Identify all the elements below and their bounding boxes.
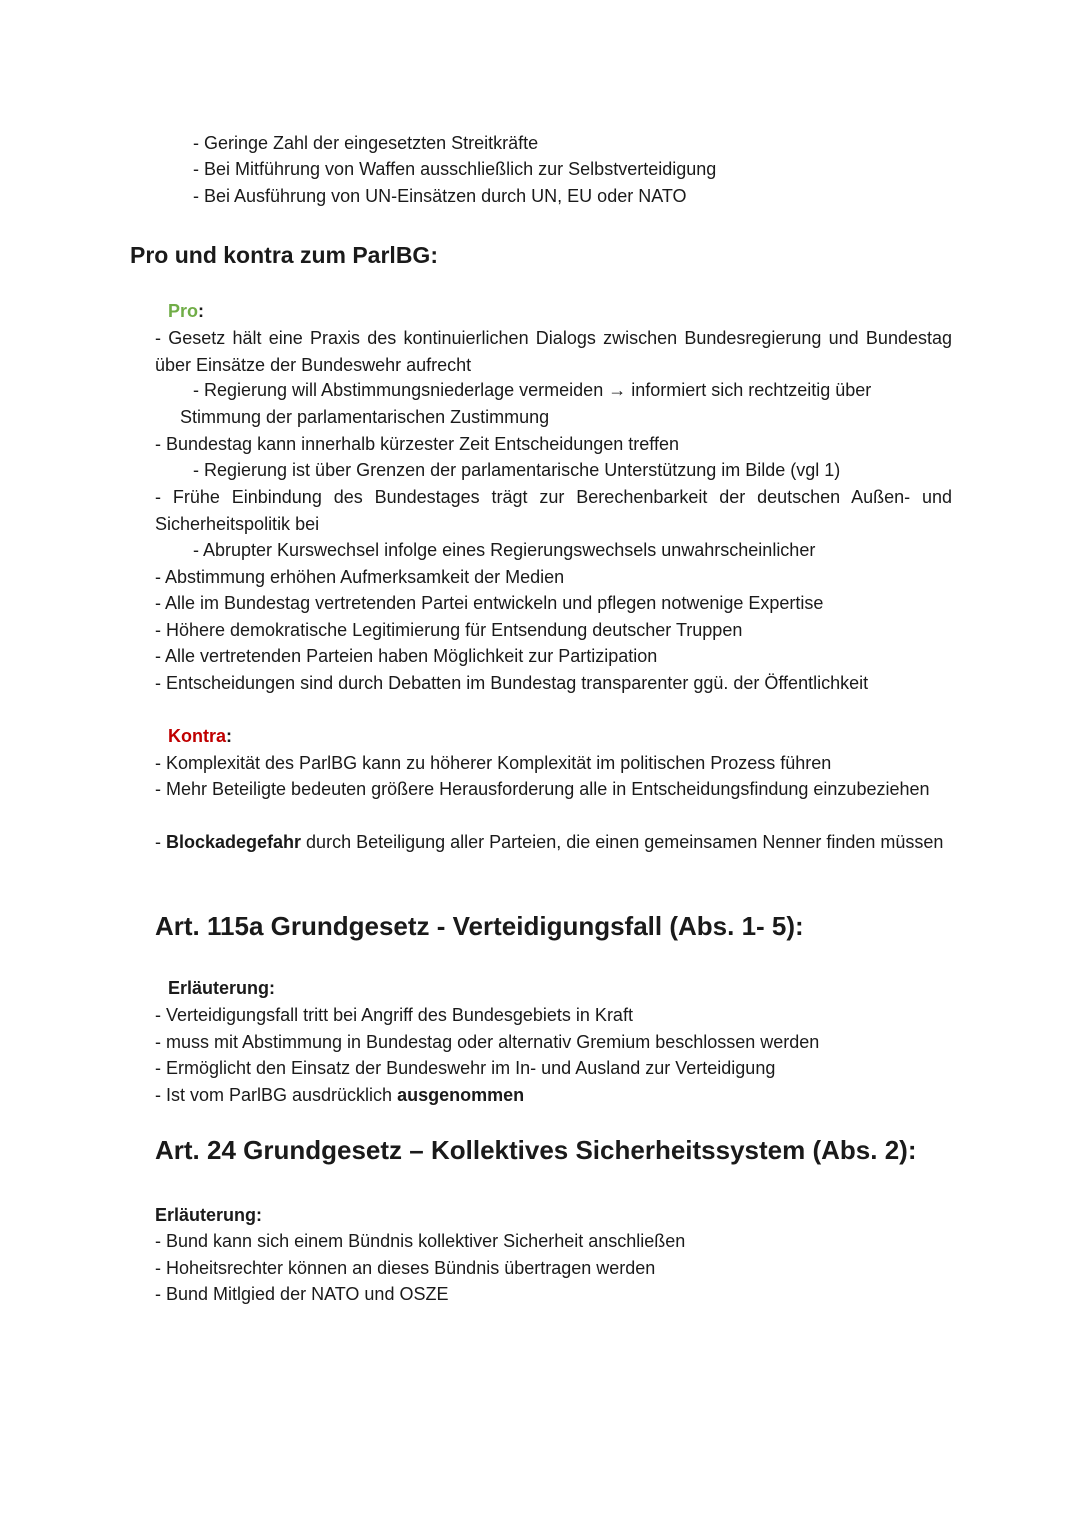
pro-label-text: Pro [168,301,199,321]
kontra-point [155,829,952,856]
explanation-label: Erläuterung: [155,1205,263,1225]
bold-term: Blockadegefahr [166,832,302,852]
bold-term: ausgenommen [397,1085,525,1105]
pro-point: - Frühe Einbindung des Bundestages trägt zur Berechenbarkeit der deutschen Außen- und Sicherheitspolitik bei [155,487,952,534]
explanation-item: - Verteidigungsfall tritt bei Angriff des Bundesgebiets in Kraft [155,1005,633,1025]
pro-point: - Höhere demokratische Legitimierung für Entsendung deutscher Truppen [155,620,743,640]
bullet: - Bei Ausführung von UN-Einsätzen durch UN, EU oder NATO [193,186,687,206]
kontra-point: - Komplexität des ParlBG kann zu höherer Komplexität im politischen Prozess führen [155,753,832,773]
pro-subpoint-cont: Stimmung der parlamentarischen Zustimmung [180,407,550,427]
section-heading-pro-kontra: Pro und kontra zum ParlBG: [130,242,438,268]
section-heading-art24: Art. 24 Grundgesetz – Kollektives Sicherheitssystem (Abs. 2): [155,1135,917,1165]
colon: : [198,301,205,321]
explanation-item: - muss mit Abstimmung in Bundestag oder alternativ Gremium beschlossen werden [155,1032,820,1052]
pro-point: - Alle im Bundestag vertretenden Partei entwickeln und pflegen notwenige Expertise [155,593,824,613]
pro-label [168,298,204,325]
explanation-item: - Hoheitsrechter können an dieses Bündnis übertragen werden [155,1258,656,1278]
kontra-label-text: Kontra [168,726,226,746]
explanation-item: - Bund kann sich einem Bündnis kollektiver Sicherheit anschließen [155,1231,686,1251]
pro-point: - Alle vertretenden Parteien haben Möglichkeit zur Partizipation [155,646,658,666]
explanation-item: - Ermöglicht den Einsatz der Bundeswehr im In- und Ausland zur Verteidigung [155,1058,776,1078]
pro-subpoint: - Abrupter Kurswechsel infolge eines Regierungswechsels unwahrscheinlicher [193,540,816,560]
section-heading-art115a: Art. 115a Grundgesetz - Verteidigungsfall (Abs. 1- 5): [155,911,804,941]
kontra-label [168,723,232,750]
pro-point: - Bundestag kann innerhalb kürzester Zeit Entscheidungen treffen [155,434,679,454]
item-text: - Ist vom ParlBG ausdrücklich [155,1085,398,1105]
explanation-label: Erläuterung: [168,978,276,998]
explanation-item: - Bund Mitlgied der NATO und OSZE [155,1284,449,1304]
colon: : [226,726,232,746]
pro-point: - Entscheidungen sind durch Debatten im Bundestag transparenter ggü. der Öffentlichkeit [155,673,869,693]
point-text: durch Beteiligung aller Parteien, die einen gemeinsamen Nenner finden müssen [301,832,944,852]
dash: - [155,832,166,852]
pro-subpoint: - Regierung ist über Grenzen der parlamentarische Unterstützung im Bilde (vgl 1) [193,460,841,480]
pro-point: - Gesetz hält eine Praxis des kontinuierlichen Dialogs zwischen Bundesregierung und Bundestag über Einsätze der Bundeswehr aufrecht [155,328,952,375]
explanation-item [155,1082,524,1109]
bullet: - Geringe Zahl der eingesetzten Streitkräfte [193,133,539,153]
kontra-point: - Mehr Beteiligte bedeuten größere Herausforderung alle in Entscheidungsfindung einzubeziehen [155,779,930,799]
bullet: - Bei Mitführung von Waffen ausschließlich zur Selbstverteidigung [193,159,717,179]
pro-point: - Abstimmung erhöhen Aufmerksamkeit der Medien [155,567,565,587]
pro-subpoint: - Regierung will Abstimmungsniederlage vermeiden → informiert sich rechtzeitig über [193,380,872,400]
